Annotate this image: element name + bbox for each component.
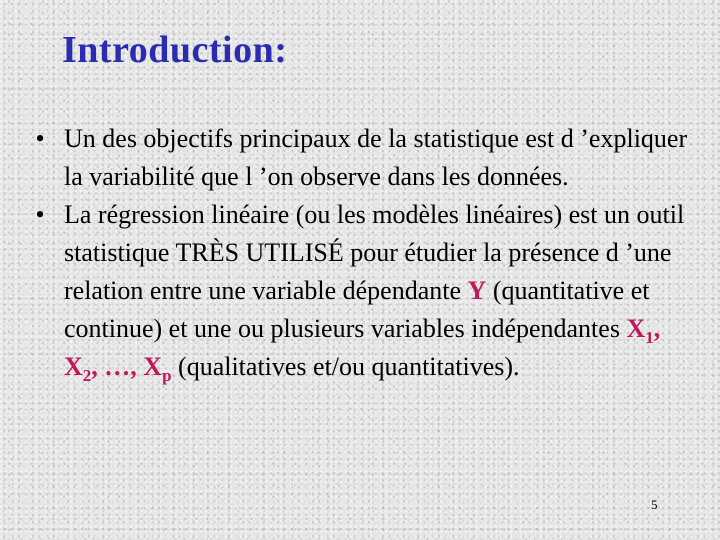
dependent-variable-y: Y: [467, 276, 487, 305]
x2-letter: X: [64, 352, 83, 381]
xp-letter: X: [143, 352, 163, 381]
bullet-text-part2: (quantitative et continue) et une ou plusieurs variables indépendantes: [64, 276, 650, 343]
bullet-text-part3: (qualitatives et/ou quantitatives).: [171, 352, 520, 381]
x1-subscript: 1: [645, 328, 654, 347]
page-number: 5: [651, 497, 658, 512]
bullet-item-regression: [28, 196, 698, 386]
x-ellipsis: , …,: [91, 352, 144, 381]
x-separator: ,: [653, 314, 661, 343]
slide-title: Introduction:: [62, 29, 288, 71]
xp-subscript: p: [162, 366, 172, 385]
bullet-text-part1: La régression linéaire (ou les modèles linéaires) est un outil statistique TRÈS UTILISÉ pour étudier la présence d ’une relation entre une variable dépendante: [64, 200, 685, 305]
bullet-icon: •: [35, 200, 45, 229]
x2-subscript: 2: [82, 366, 92, 385]
bullet-item-objectives: [28, 120, 698, 196]
bullet-text: Un des objectifs principaux de la statistique est d ’expliquer la variabilité que l ’on observe dans les données.: [64, 124, 688, 191]
bullet-list: [28, 120, 698, 386]
x1-letter: X: [626, 314, 646, 343]
bullet-icon: •: [35, 124, 45, 153]
title-divider: [0, 86, 720, 92]
